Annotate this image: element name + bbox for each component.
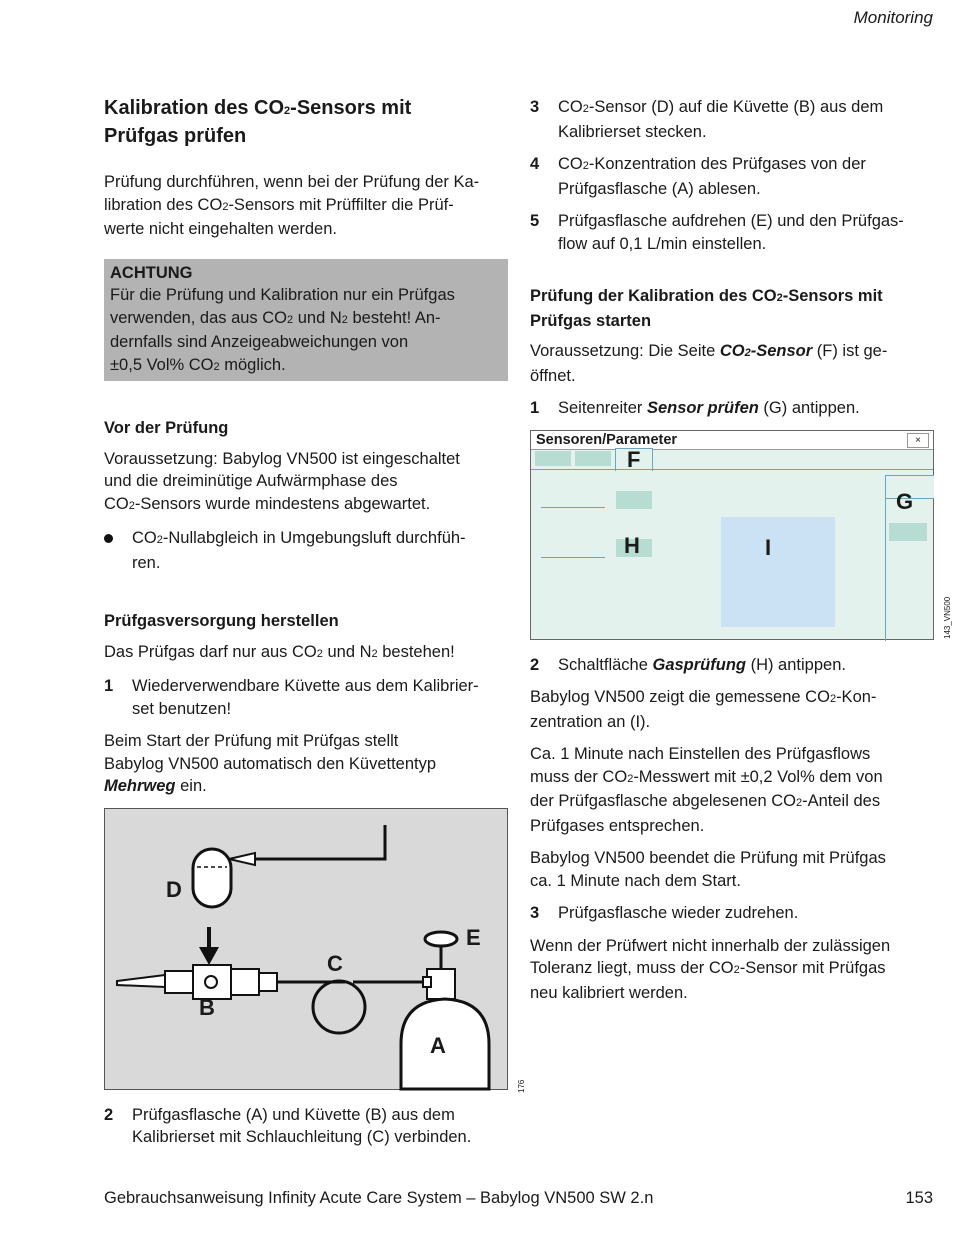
start-heading: Prüfung der Kalibration des CO2-Sensors mit Prüfgas starten xyxy=(530,287,883,330)
warning-title: ACHTUNG xyxy=(110,263,193,282)
supply-paragraph: Das Prüfgas darf nur aus CO2 und N2 bestehen! xyxy=(104,642,455,661)
before-heading: Vor der Prüfung xyxy=(104,419,229,437)
sensor-screen xyxy=(530,430,952,640)
screen-title: Sensoren/Parameter xyxy=(536,431,678,448)
sub-step-1: 1 Seitenreiter Sensor prüfen (G) antippen. xyxy=(530,399,860,417)
concentration-display xyxy=(721,517,835,627)
page-number: 153 xyxy=(905,1189,933,1207)
precondition-paragraph: Voraussetzung: Die Seite CO2-Sensor (F) ist ge- öffnet. xyxy=(530,342,888,385)
tab-2[interactable] xyxy=(575,451,611,466)
page-title: Kalibration des CO2-Sensors mit Prüfgas prüfen xyxy=(104,97,412,147)
close-icon[interactable]: × xyxy=(907,433,929,448)
screen-titlebar xyxy=(531,431,933,450)
left-column xyxy=(104,96,526,1159)
label-g: G xyxy=(896,488,914,514)
setup-diagram xyxy=(105,809,507,1089)
step-4: 4 CO2-Konzentration des Prüfgases von der Prüfgasflasche (A) ablesen. xyxy=(530,155,866,198)
step-3: 3 CO2-Sensor (D) auf die Küvette (B) aus dem Kalibrierset stecken. xyxy=(530,98,884,141)
end-paragraph: Babylog VN500 beendet die Prüfung mit Prüfgas ca. 1 Minute nach dem Start. xyxy=(530,849,886,890)
step-2: 2 Prüfgasflasche (A) und Küvette (B) aus dem Kalibrierset mit Schlauchleitung (C) verbinden. xyxy=(104,1105,472,1146)
before-paragraph: Voraussetzung: Babylog VN500 ist eingeschaltet und die dreiminütige Aufwärmphase des CO2-Sensors wurde mindestens abgewartet. xyxy=(104,449,460,513)
supply-heading: Prüfgasversorgung herstellen xyxy=(104,612,339,630)
display-paragraph: Babylog VN500 zeigt die gemessene CO2-Kon- zentration an (I). xyxy=(530,688,877,731)
timing-paragraph: Ca. 1 Minute nach Einstellen des Prüfgasflows muss der CO2-Messwert mit ±0,2 Vol% dem von der Prüfgasflasche abgelesenen CO2-Anteil des Prüfgases entsprechen. xyxy=(530,745,883,835)
label-c: C xyxy=(327,950,343,976)
field-box xyxy=(616,491,652,509)
label-b: B xyxy=(199,994,215,1020)
right-column xyxy=(530,96,952,1014)
side-button[interactable] xyxy=(889,523,927,541)
step-1: 1 Wiederverwendbare Küvette aus dem Kalibrier- set benutzen! xyxy=(104,677,479,718)
label-h: H xyxy=(624,532,640,558)
footer-text: Gebrauchsanweisung Infinity Acute Care System – Babylog VN500 SW 2.n xyxy=(104,1189,654,1207)
intro-paragraph: Prüfung durchführen, wenn bei der Prüfung der Ka- libration des CO2-Sensors mit Prüffilter die Prüf- werte nicht eingehalten werden. xyxy=(104,173,480,238)
step-5: 5 Prüfgasflasche aufdrehen (E) und den Prüfgas- flow auf 0,1 L/min einstellen. xyxy=(530,212,904,253)
warning-text: Für die Prüfung und Kalibration nur ein Prüfgas verwenden, das aus CO2 und N2 besteht! An- dernfalls sind Anzeigeabweichungen von ±0,5 Vol% CO2 möglich. xyxy=(110,286,455,374)
setup-figure xyxy=(104,808,526,1093)
label-f: F xyxy=(627,446,641,472)
sub-step-2: 2 Schaltfläche Gasprüfung (H) antippen. xyxy=(530,655,846,674)
figure-tag: 176 xyxy=(517,1079,526,1093)
start-paragraph: Beim Start der Prüfung mit Prüfgas stellt Babylog VN500 automatisch den Küvettentyp Mehrweg ein. xyxy=(104,732,437,795)
label-e: E xyxy=(466,924,481,950)
list-item: CO2-Nullabgleich in Umgebungsluft durchfüh- ren. xyxy=(104,527,508,574)
section-header: Monitoring xyxy=(853,8,933,27)
tab-1[interactable] xyxy=(535,451,571,466)
screen-tag: 143_VN500 xyxy=(943,596,952,639)
label-i: I xyxy=(765,534,772,560)
label-d: D xyxy=(166,876,182,902)
bullet-icon xyxy=(104,534,113,543)
sub-step-3: 3 Prüfgasflasche wieder zudrehen. xyxy=(530,904,799,922)
label-a: A xyxy=(430,1032,446,1058)
failure-paragraph: Wenn der Prüfwert nicht innerhalb der zulässigen Toleranz liegt, muss der CO2-Sensor mit Prüfgas neu kalibriert werden. xyxy=(530,936,891,1002)
warning-box xyxy=(104,259,508,382)
